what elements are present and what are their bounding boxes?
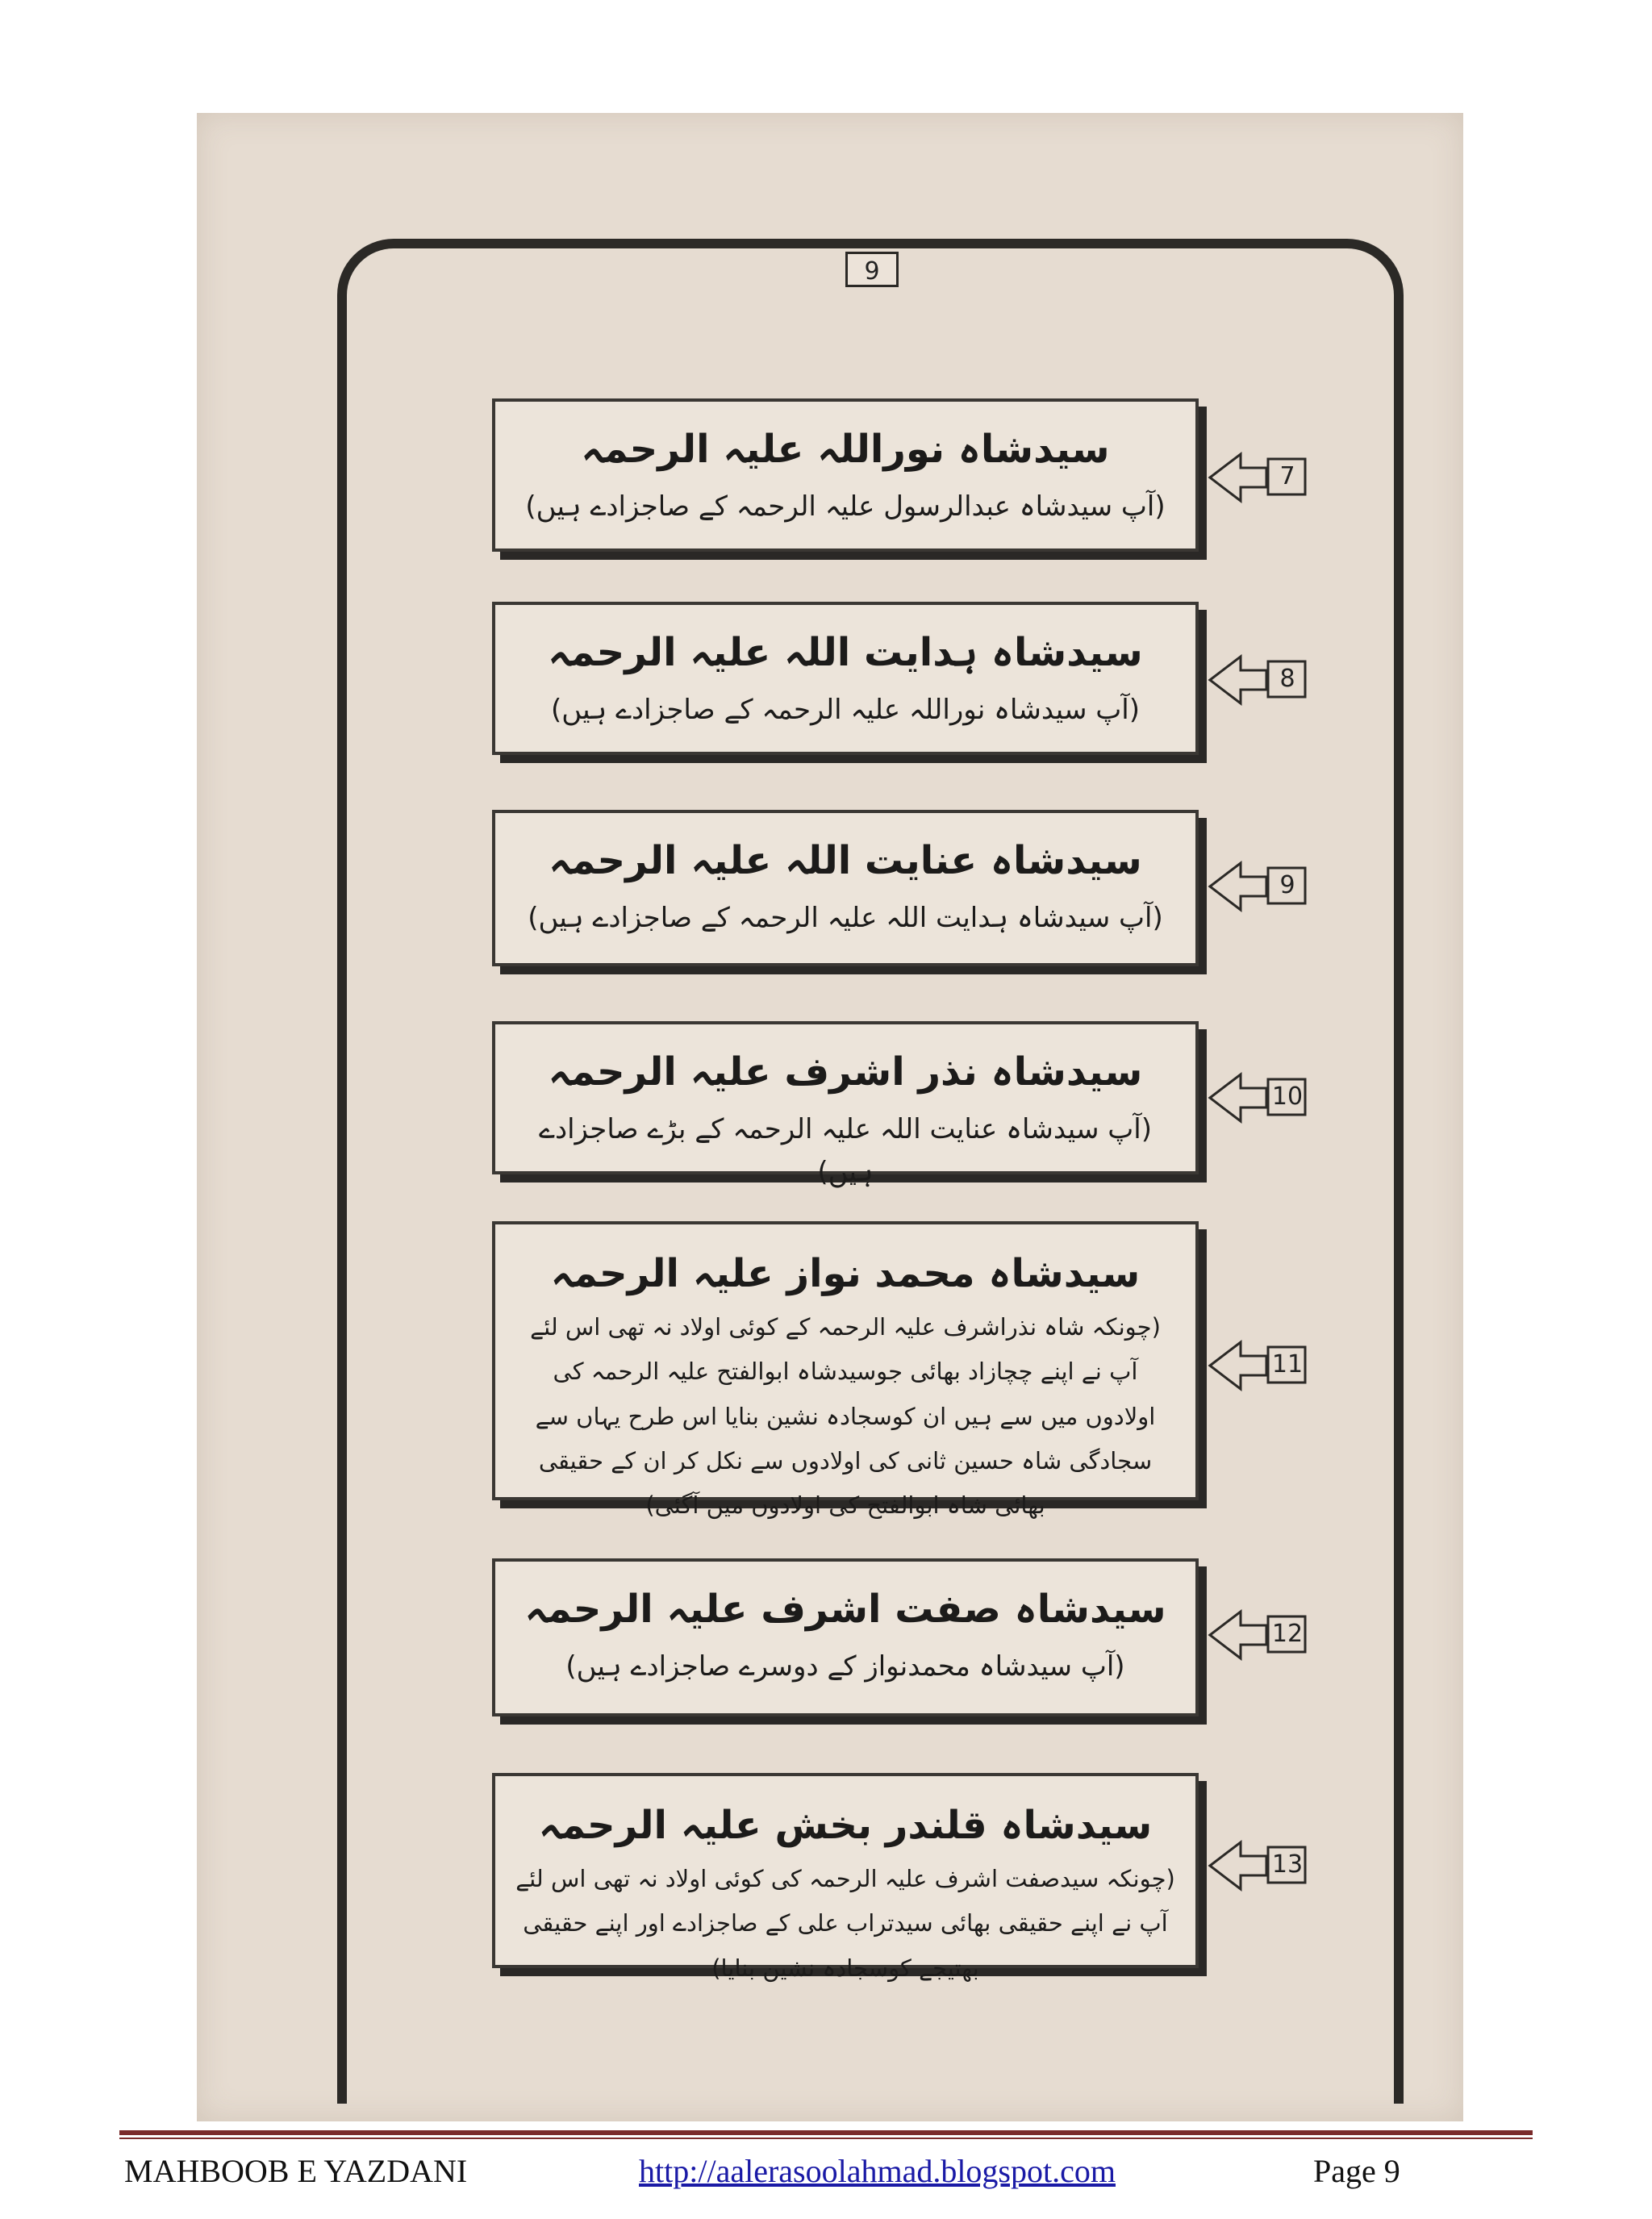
entry-description: (آپ سیدشاہ عنایت اللہ علیہ الرحمہ کے بڑے صاجزادے ہیں) xyxy=(539,1113,1152,1189)
entry-title: سیدشاہ محمد نواز علیہ الرحمہ xyxy=(550,1251,1141,1296)
footer-page-number: Page 9 xyxy=(1313,2153,1400,2189)
footer-blog-link[interactable]: http://aalerasoolahmad.blogspot.com xyxy=(639,2153,1116,2189)
lineage-entry-9 xyxy=(492,810,1199,966)
marker-12 xyxy=(1207,1607,1308,1663)
entry-description: (آپ سیدشاہ ہدایت اللہ علیہ الرحمہ کے صاجزادے ہیں) xyxy=(528,902,1163,935)
marker-number: 10 xyxy=(1271,1082,1304,1111)
lineage-entry-13 xyxy=(492,1773,1199,1982)
marker-number: 12 xyxy=(1271,1620,1304,1648)
marker-11 xyxy=(1207,1337,1308,1394)
footer-rule xyxy=(119,2130,1533,2135)
lineage-entry-10 xyxy=(492,1021,1199,1189)
lineage-entry-7 xyxy=(492,398,1199,552)
marker-9 xyxy=(1207,858,1308,915)
marker-13 xyxy=(1207,1837,1308,1894)
entry-title: سیدشاہ ہدایت اللہ علیہ الرحمہ xyxy=(548,630,1143,675)
footer-site-name: MAHBOOB E YAZDANI xyxy=(124,2153,468,2189)
marker-8 xyxy=(1207,652,1308,708)
entry-description: (چونکہ شاہ نذراشرف علیہ الرحمہ کے کوئی اولاد نہ تھی اس لئے آپ نے اپنے چچازاد بھائی جوسیدشاہ ابوالفتح علیہ الرحمہ کی اولادوں میں سے ہیں ان کوسجادہ نشین بنایا اس طرح یہاں سے سجادگی شاہ حسین ثانی کی اولادوں سے نکل کر ان کے حقیقی بھائی شاہ ابوالفتح کی اولادوں میں آگئی) xyxy=(530,1313,1161,1519)
marker-number: 8 xyxy=(1279,665,1295,693)
marker-7 xyxy=(1207,449,1308,506)
entry-title: سیدشاہ قلندر بخش علیہ الرحمہ xyxy=(538,1803,1153,1848)
entry-description: (آپ سیدشاہ نوراللہ علیہ الرحمہ کے صاجزادے ہیں) xyxy=(550,694,1140,727)
entry-description: (چونکہ سیدصفت اشرف علیہ الرحمہ کی کوئی اولاد نہ تھی اس لئے آپ نے اپنے حقیقی بھائی سیدتراب علی کے صاجزادے اور اپنے حقیقی بھتیجے کوسجادہ نشین بنایا) xyxy=(515,1865,1175,1982)
marker-number: 13 xyxy=(1271,1850,1304,1879)
entry-description: (آپ سیدشاہ عبدالرسول علیہ الرحمہ کے صاجزادے ہیں) xyxy=(525,490,1166,523)
footer-rule-thin xyxy=(119,2138,1533,2139)
entry-description: (آپ سیدشاہ محمدنواز کے دوسرے صاجزادے ہیں) xyxy=(565,1650,1125,1683)
entry-title: سیدشاہ نذر اشرف علیہ الرحمہ xyxy=(548,1049,1143,1095)
marker-number: 11 xyxy=(1271,1350,1304,1379)
lineage-entry-12 xyxy=(492,1558,1199,1716)
entry-title: سیدشاہ نوراللہ علیہ الرحمہ xyxy=(581,427,1110,472)
entry-title: سیدشاہ عنایت اللہ علیہ الرحمہ xyxy=(549,838,1142,883)
entry-title: سیدشاہ صفت اشرف علیہ الرحمہ xyxy=(524,1587,1166,1632)
lineage-entry-8 xyxy=(492,602,1199,755)
marker-10 xyxy=(1207,1070,1308,1126)
marker-number: 9 xyxy=(1279,871,1295,899)
lineage-entry-11 xyxy=(492,1221,1199,1519)
marker-number: 7 xyxy=(1279,462,1295,490)
page-number-box: 9 xyxy=(845,252,899,287)
